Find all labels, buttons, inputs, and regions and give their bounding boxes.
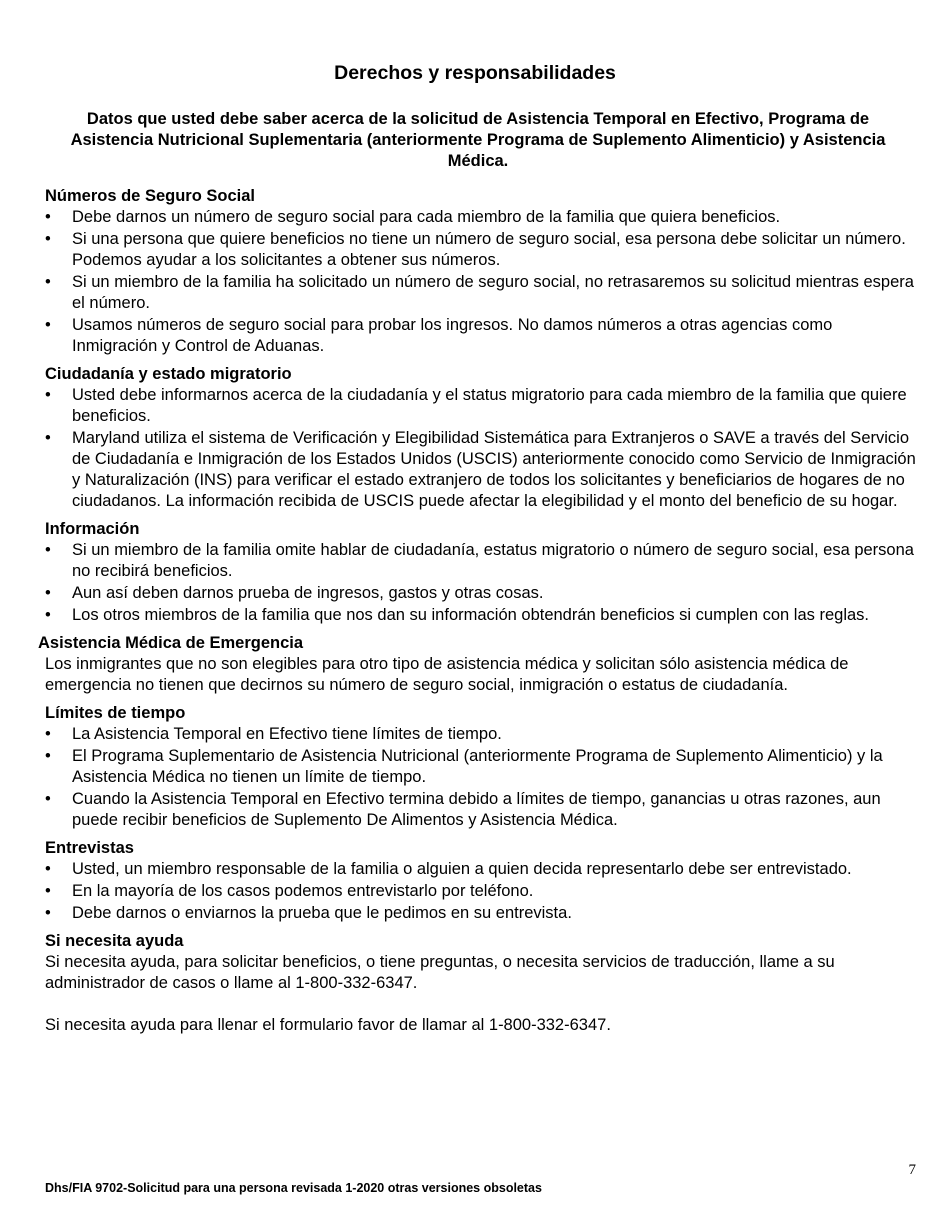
- content: [38, 186, 920, 1043]
- page-title: Derechos y responsabilidades: [334, 62, 616, 84]
- list-item: • Si un miembro de la familia omite hablar de ciudadanía, estatus migratorio o número de seguro social, esa persona no recibirá beneficios.: [45, 541, 914, 580]
- section-interviews: [45, 838, 920, 924]
- section-help: [45, 931, 920, 1036]
- list-item: • Maryland utiliza el sistema de Verificación y Elegibilidad Sistemática para Extranjeros o SAVE a través del Servicio de Ciudadanía e Inmigración de los Estados Unidos (USCIS) anteriormente conocido como Servicio de Inmigración y Naturalización (INS) para verificar el estado extranjero de todos los solicitantes y beneficiarios de hogares de no ciudadanos. La información recibida de USCIS puede afectar la elegibilidad y el monto del beneficio de su hogar.: [45, 429, 916, 510]
- list-item: • Aun así deben darnos prueba de ingresos, gastos y otras cosas.: [45, 584, 544, 602]
- bullet-icon: •: [45, 541, 51, 559]
- list-item: • En la mayoría de los casos podemos entrevistarlo por teléfono.: [45, 882, 534, 900]
- help-paragraph-1: Si necesita ayuda, para solicitar beneficios, o tiene preguntas, o necesita servicios de traducción, llame a su administrador de casos o llame al 1-800-332-6347.: [45, 953, 835, 992]
- list-item: • Si una persona que quiere beneficios no tiene un número de seguro social, esa persona debe solicitar un número. Podemos ayudar a los solicitantes a obtener sus números.: [45, 230, 906, 269]
- bullet-icon: •: [45, 316, 51, 334]
- section-citizenship: [45, 364, 920, 512]
- section-text-emergency: Los inmigrantes que no son elegibles para otro tipo de asistencia médica y solicitan sólo asistencia médica de emergencia no tienen que decirnos su número de seguro social, inmigración o estatus de ciudadanía.: [45, 655, 849, 694]
- bullet-icon: •: [45, 860, 51, 878]
- list-item: • Cuando la Asistencia Temporal en Efectivo termina debido a límites de tiempo, ganancias u otras razones, aun puede recibir beneficios de Suplemento De Alimentos y Asistencia Médica.: [45, 790, 881, 829]
- bullet-icon: •: [45, 606, 51, 624]
- bullet-icon: •: [45, 230, 51, 248]
- list-item: • Los otros miembros de la familia que nos dan su información obtendrán beneficios si cumplen con las reglas.: [45, 606, 870, 624]
- section-time-limits: [45, 703, 920, 831]
- section-ssn: [45, 186, 920, 357]
- section-heading-interviews: Entrevistas: [45, 839, 134, 857]
- list-item: • El Programa Suplementario de Asistencia Nutricional (anteriormente Programa de Suplemento Alimenticio) y la Asistencia Médica no tienen un límite de tiempo.: [45, 747, 883, 786]
- section-heading-ssn: Números de Seguro Social: [45, 187, 255, 205]
- page-subtitle: Datos que usted debe saber acerca de la solicitud de Asistencia Temporal en Efectivo, Programa de Asistencia Nutricional Suplementaria (anteriormente Programa de Suplemento Alimenticio) y Asistencia Médica.: [70, 110, 886, 170]
- bullet-icon: •: [45, 882, 51, 900]
- list-item: • La Asistencia Temporal en Efectivo tiene límites de tiempo.: [45, 725, 502, 743]
- list-item: • Debe darnos un número de seguro social para cada miembro de la familia que quiera beneficios.: [45, 208, 781, 226]
- bullet-icon: •: [45, 273, 51, 291]
- section-heading-time-limits: Límites de tiempo: [45, 704, 186, 722]
- section-emergency: [38, 633, 920, 696]
- list-item: • Usted debe informarnos acerca de la ciudadanía y el status migratorio para cada miembro de la familia que quiere beneficios.: [45, 386, 907, 425]
- list-item: • Usted, un miembro responsable de la familia o alguien a quien decida representarlo debe ser entrevistado.: [45, 860, 852, 878]
- footer: Dhs/FIA 9702-Solicitud para una persona revisada 1-2020 otras versiones obsoletas: [45, 1181, 542, 1195]
- bullet-icon: •: [45, 747, 51, 765]
- bullet-icon: •: [45, 904, 51, 922]
- bullet-icon: •: [45, 429, 51, 447]
- list-item: • Si un miembro de la familia ha solicitado un número de seguro social, no retrasaremos su solicitud mientras espera el número.: [45, 273, 914, 312]
- list-item: • Usamos números de seguro social para probar los ingresos. No damos números a otras agencias como Inmigración y Control de Aduanas.: [45, 316, 833, 355]
- section-heading-emergency: Asistencia Médica de Emergencia: [38, 634, 304, 652]
- section-information: [45, 519, 920, 626]
- section-heading-citizenship: Ciudadanía y estado migratorio: [45, 365, 292, 383]
- page-number: 7: [908, 1162, 916, 1178]
- bullet-icon: •: [45, 584, 51, 602]
- section-heading-information: Información: [45, 520, 140, 538]
- bullet-icon: •: [45, 790, 51, 808]
- bullet-icon: •: [45, 725, 51, 743]
- bullet-icon: •: [45, 208, 51, 226]
- list-item: • Debe darnos o enviarnos la prueba que le pedimos en su entrevista.: [45, 904, 572, 922]
- help-paragraph-2: Si necesita ayuda para llenar el formulario favor de llamar al 1-800-332-6347.: [45, 1016, 611, 1034]
- section-heading-help: Si necesita ayuda: [45, 932, 184, 950]
- bullet-icon: •: [45, 386, 51, 404]
